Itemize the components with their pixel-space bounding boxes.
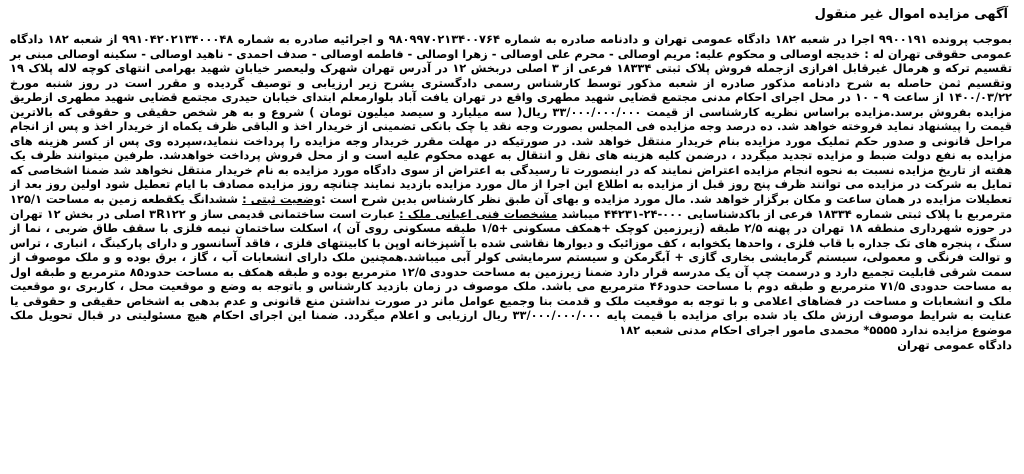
notice-paragraph-land-details: ششدانگ یکقطعه زمین به مساحت ۱۲۵/۱ مترمربع با پلاک ثبتی شماره ۱۸۳۳۴ فرعی از باکدشناسایی ۰۰۰-۲۴-۴۴۲۳۱ میباشد bbox=[10, 192, 1013, 221]
notice-title: آگهی مزایده اموال غیر منقول bbox=[814, 7, 1008, 22]
notice-paragraph-building-details: عبارت است ساختمانی قدیمی ساز و ۳R۱۲۲ اصلی در بخش ۱۲ تهران در حوزه شهرداری منطقه ۱۸ تهران در پهنه ۲/۵ طبقه (زیرزمین کوچک +همکف مسکونی +۱/۵ طبقه مسکونی روی آن )، اسکلت ساختمان نیمه فلزی با سقف طاق ضربی ، نما از سنگ ، پنجره های تک جداره با قاب فلزی ، واحدها یکخوابه ، کف موزائیک و دیوارها نقاشی شده با آشپزخانه اوپن با کابینتهای فلزی ، فاقد آسانسور و دارای پارکینگ ، انباری ، تراس و توالت فرنگی و معمولی، سیستم گرمایشی بخاری گازی + آبگرمکن و سیستم سرمایشی کولر آبی میباشد.همچنین ملک دارای انشعابات آب ، گاز ، برق بوده و و ملک موصوف از سمت شرقی قابلیت تجمیع دارد و درسمت چپ آن یک مدرسه قرار دارد ضمنا زیرزمین به مساحت حدودی ۱۲/۵ مترمربع بوده و طبقه همکف به مساحت حدود۸۵ مترمربع و طبقه اول به مساحت حدودی ۷۱/۵ مترمربع و طبقه دوم با مساحت حدود۴۶ مترمربع می باشد. ملک موصوف در زمان بازدید کارشناس و باتوجه به وضع و موقعیت محل ، کاربری ،و موقعیت ملک و انشعابات و مساحت در فضاهای اعلامی و با توجه به موقعیت ملک و قدمت بنا وجمیع عوامل مانر در صورت نداشتن منع قانونی و عدم بدهی به اشخاص حقیقی و حقوقی یا عنایت به شرایط موصوف ارزش ملک یاد شده برای مزایده با قیمت پایه ۳۳/۰۰۰/۰۰۰/۰۰۰ ریال ارزیابی و اعلام میگردد. ضمنا این اجرای احکام هیچ مسئولیتی در قبال تحویل ملک موضوع مزایده ندارد ۵۵۵۵* محمدی مامور اجرای احکام مدنی شعبه ۱۸۲ bbox=[10, 206, 1012, 337]
notice-paragraph-case-details: بموجب پرونده ۹۹۰۰۱۹۱ اجرا در شعبه ۱۸۲ دادگاه عمومی تهران و دادنامه صادره به شماره ۹۸۰۹۹۷۰۲۱۳۴۰۰۷۶۴ و اجرائیه صادره به شماره ۹۹۱۰۴۲۰۲۱۳۴۰۰۰۴۸ از شعبه ۱۸۲ دادگاه عمومی حقوقی تهران له : خدیجه اوصالی و محکوم علیه: مریم اوصالی - محرم علی اوصالی - زهرا اوصالی - فاطمه اوصالی - صدف احمدی - ناهید اوصالی - سکینه اوصالی مبنی بر تقسیم ترکه و هرمال غیرقابل افرازی ازجمله فروش پلاک ثبتی ۱۸۳۳۴ فرعی از ۳ اصلی دربخش ۱۲ در آدرس تهران شهرک ولیعصر خیابان شهید بهرامی انتهای کوچه لاله پلاک ۱۹ وتقسیم ثمن حاصله به شرح دادنامه مذکور صادره از شعبه مذکور توسط کارشناس رسمی دادگستری بشرح زیر ارزیابی و توصیف گردیده و مقرر است در روز شنبه مورخ ۱۴۰۰/۰۳/۲۲ از ساعت ۹ - ۱۰ در محل اجرای احکام مدنی مجتمع قضایی شهید مطهری واقع در تهران یافت آباد بلوارمعلم ابتدای خیابان حیدری مجتمع قضایی شهید مطهری ازطریق مزایده بفروش برسد.مزایده براساس نظریه کارشناسی از قیمت ۳۳/۰۰۰/۰۰۰/۰۰۰ ریال( سه میلیارد و سیصد میلیون تومان ) شروع و به هر شخص حقیقی و حقوقی که بالاترین قیمت را پیشنهاد نماید فروخته خواهد شد. ده درصد وجه مزایده فی المجلس بصورت وجه نقد یا چک بانکی تضمینی از خریدار اخذ و الباقی ظرف یکماه از خریدار اخذ و پس از انجام مراحل قانونی و صدور حکم تملیک مورد مزایده بنام خریدار منتقل خواهد شد. در صورتیکه در مهلت مقرر خریدار وجه مزایده را پرداخت ننماید،سپرده وی پس از کسر هزینه های مزایده به نفع دولت ضبط و مزایده تجدید میگردد ، درضمن کلیه هزینه های نقل و انتقال به عهده محکوم علیه است و از محل فروش پرداخت خواهدشد. طرفین میتوانند ظرف یک هفته از تاریخ مزایده نسبت به نحوه انجام مزایده اعتراض نمایند که در اینصورت تا رسیدگی به اعتراض از سوی دادگاه مورد مزایده به نام خریدار منتقل نخواهد شد ضمنا اشخاصی که تمایل به شرکت در مزایده می توانند ظرف پنج روز قبل از مزایده به اطلاع این اجرا از مال مورد مزایده بازدید نمایند چنانچه روز مزایده مصادف با ایام تعطیل شود اولین روز بعد از تعطیلات مزایده در همان ساعت و مکان برگزار خواهد شد. مال مورد مزایده و بهای آن طبق نظر کارشناس بدین شرح است : bbox=[10, 32, 1012, 207]
notice-body bbox=[10, 32, 1012, 337]
notice-footer-court: دادگاه عمومی تهران bbox=[897, 338, 1012, 353]
technical-specs-label: مشخصات فنی اعیانی ملک : bbox=[399, 206, 558, 221]
registration-status-label: وضعیت ثبتی : bbox=[242, 192, 322, 207]
